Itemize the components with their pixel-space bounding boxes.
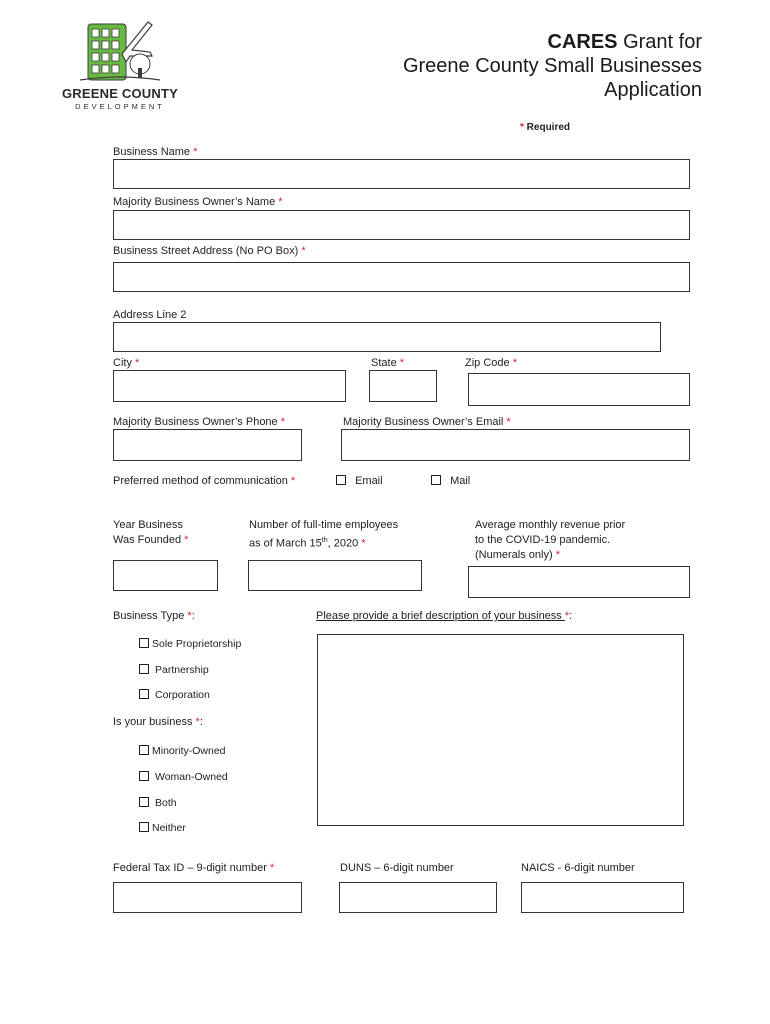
title-line-2: Greene County Small Businesses xyxy=(402,55,702,77)
employees-input[interactable] xyxy=(248,560,422,591)
ownership-minority-option[interactable]: Minority-Owned xyxy=(139,745,226,757)
sole-proprietorship-checkbox[interactable] xyxy=(139,638,149,648)
year-founded-label: Year Business Was Founded * xyxy=(113,519,189,546)
required-text: Required xyxy=(523,122,571,133)
email-input[interactable] xyxy=(341,429,690,461)
business-name-label: Business Name * xyxy=(113,146,198,158)
required-note xyxy=(520,122,570,133)
naics-label: NAICS - 6-digit number xyxy=(521,862,635,874)
owner-name-input[interactable] xyxy=(113,210,690,240)
logo xyxy=(60,16,180,116)
logo-name: GREENE COUNTY xyxy=(61,86,178,101)
duns-input[interactable] xyxy=(339,882,497,913)
communication-label: Preferred method of communication * xyxy=(113,475,296,487)
title-line-3: Application xyxy=(604,79,702,101)
zip-code-label: Zip Code * xyxy=(465,357,517,369)
tax-id-label: Federal Tax ID – 9-digit number * xyxy=(113,862,275,874)
tax-id-input[interactable] xyxy=(113,882,302,913)
building-airplane-logo-icon xyxy=(60,16,180,96)
ownership-label: Is your business *: xyxy=(113,716,203,728)
ownership-woman-option[interactable]: Woman-Owned xyxy=(139,771,228,783)
address-line-2-input[interactable] xyxy=(113,322,661,352)
communication-email-option[interactable]: Email xyxy=(336,475,383,487)
communication-mail-option[interactable]: Mail xyxy=(431,475,470,487)
owner-name-label: Majority Business Owner’s Name * xyxy=(113,196,283,208)
duns-label: DUNS – 6-digit number xyxy=(340,862,454,874)
logo-subtitle: DEVELOPMENT xyxy=(75,102,165,111)
title-line-1 xyxy=(403,30,702,54)
mail-checkbox[interactable] xyxy=(431,475,441,485)
year-founded-input[interactable] xyxy=(113,560,218,591)
revenue-input[interactable] xyxy=(468,566,690,598)
title-rest: Grant for xyxy=(617,31,702,53)
description-label: Please provide a brief description of your business *: xyxy=(316,610,573,622)
phone-input[interactable] xyxy=(113,429,302,461)
state-label: State * xyxy=(371,357,405,369)
both-checkbox[interactable] xyxy=(139,797,149,807)
business-type-corporation-option[interactable]: Corporation xyxy=(139,689,210,701)
page-title xyxy=(403,30,702,102)
city-label: City * xyxy=(113,357,140,369)
business-name-input[interactable] xyxy=(113,159,690,189)
business-type-sole-option[interactable]: Sole Proprietorship xyxy=(139,638,241,650)
street-address-label: Business Street Address (No PO Box) * xyxy=(113,245,306,257)
corporation-checkbox[interactable] xyxy=(139,689,149,699)
ownership-neither-option[interactable]: Neither xyxy=(139,822,186,834)
city-input[interactable] xyxy=(113,370,346,402)
partnership-checkbox[interactable] xyxy=(139,664,149,674)
neither-checkbox[interactable] xyxy=(139,822,149,832)
email-checkbox[interactable] xyxy=(336,475,346,485)
state-input[interactable] xyxy=(369,370,437,402)
employees-label: Number of full-time employees as of March 15th, 2020 * xyxy=(249,519,399,550)
required-star: * xyxy=(520,122,524,133)
title-bold: CARES xyxy=(547,31,618,53)
zip-code-input[interactable] xyxy=(468,373,690,406)
description-textarea[interactable] xyxy=(317,634,684,826)
revenue-label: Average monthly revenue prior to the COVID-19 pandemic. (Numerals only) * xyxy=(475,519,626,561)
business-type-partnership-option[interactable]: Partnership xyxy=(139,664,209,676)
phone-label: Majority Business Owner’s Phone * xyxy=(113,416,286,428)
address-line-2-label: Address Line 2 xyxy=(113,309,187,321)
email-label: Majority Business Owner’s Email * xyxy=(343,416,511,428)
minority-owned-checkbox[interactable] xyxy=(139,745,149,755)
ownership-both-option[interactable]: Both xyxy=(139,797,177,809)
business-type-label: Business Type *: xyxy=(113,610,195,622)
naics-input[interactable] xyxy=(521,882,684,913)
woman-owned-checkbox[interactable] xyxy=(139,771,149,781)
street-address-input[interactable] xyxy=(113,262,690,292)
